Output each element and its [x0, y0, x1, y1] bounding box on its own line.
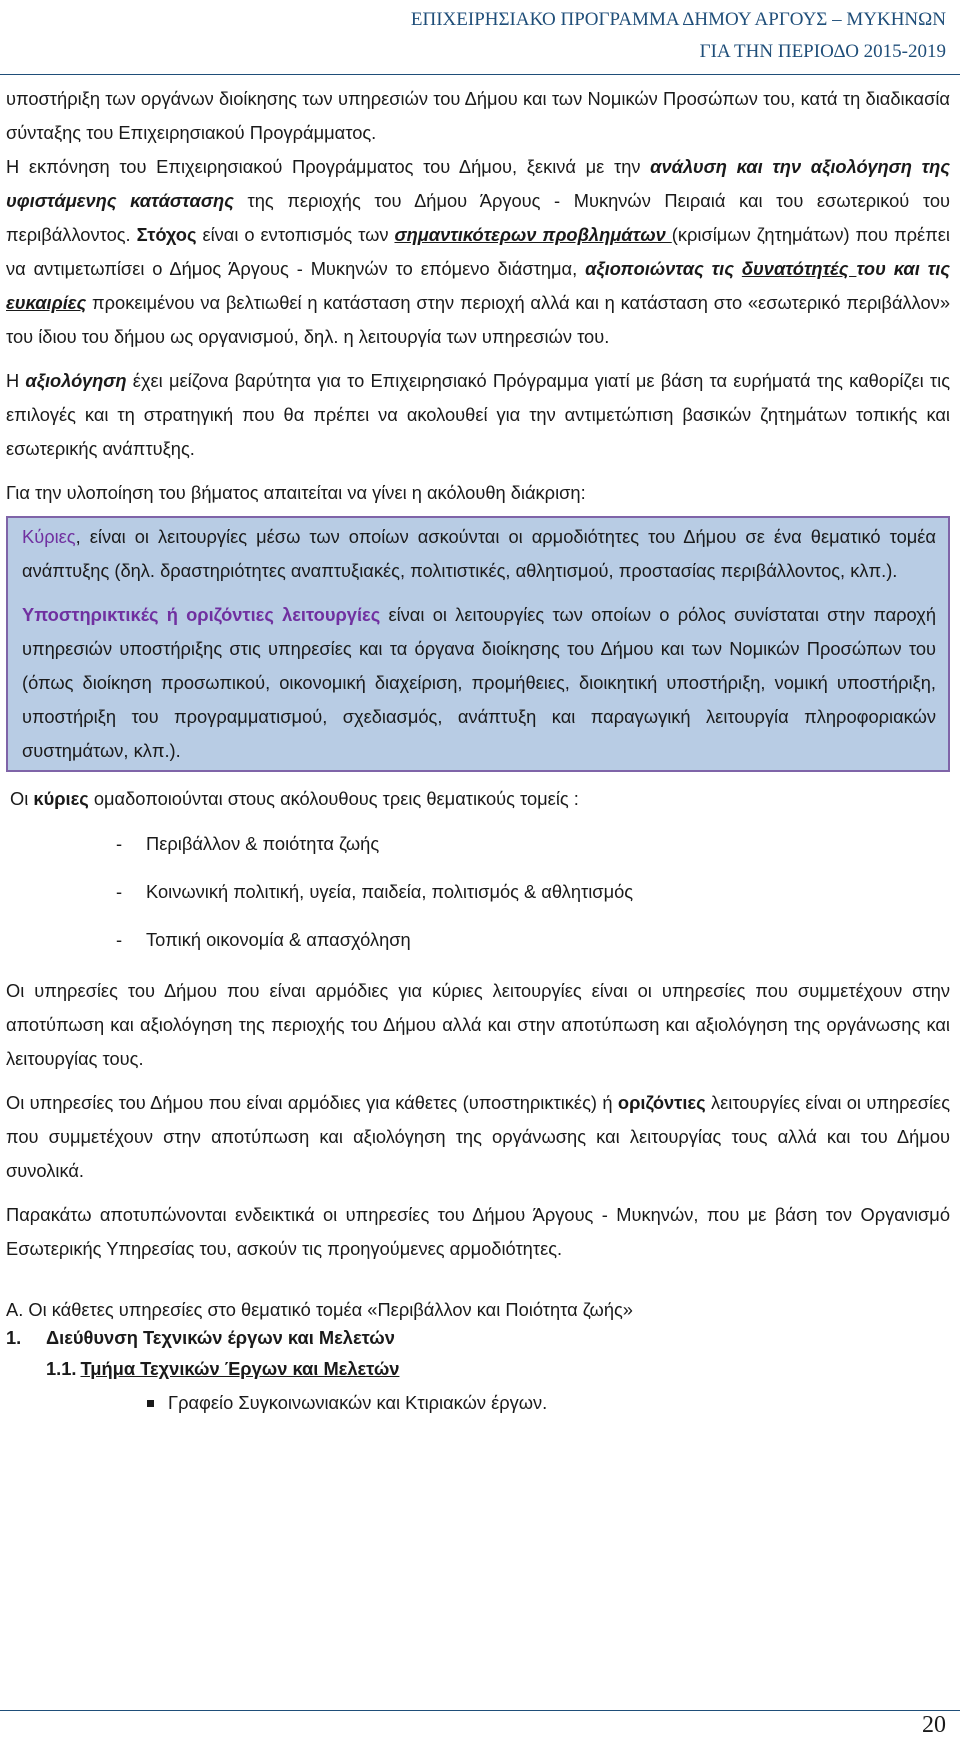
emphasis-goal: Στόχος [136, 224, 197, 245]
emphasis-analysis: ανάλυση και την αξιολόγηση της υφιστάμενης κατάστασης [6, 156, 950, 211]
bullet-label: Γραφείο Συγκοινωνιακών και Κτιριακών έργων. [168, 1392, 548, 1413]
text: είναι ο εντοπισμός των [196, 224, 395, 245]
emphasis-opportunities: ευκαιρίες [6, 292, 87, 313]
paragraph-3 [6, 364, 950, 466]
emphasis-main: κύριες [33, 788, 89, 809]
item-number: 1. [6, 1327, 22, 1348]
dash-marker: - [116, 929, 123, 950]
text: ομαδοποιούνται στους ακόλουθους τρεις θεματικούς τομείς : [88, 788, 579, 809]
text: είναι οι λειτουργίες των οποίων ο ρόλος συνίσταται στην παροχή υπηρεσιών υποστήριξης στις υπηρεσίες και τα όργανα διοίκησης του Δήμου και των Νομικών Προσώπων του (όπως διοίκηση προσωπικού, οικονομική διαχείριση, προμήθειες, διοικητική υποστήριξη, νομική υποστήριξη, υποστήριξη του προγραμματισμού, σχεδιασμός, ανάπτυξη και παραγωγική λειτουργία πληροφοριακών συστημάτων, κλπ.). [22, 604, 936, 761]
text: (κρισίμων ζητημάτων) που πρέπει να αντιμετωπίσει ο Δήμος Άργους - Μυκηνών το επόμενο διάστημα, [6, 224, 950, 279]
definition-support [22, 598, 936, 768]
sector-label: Τοπική οικονομία & απασχόληση [146, 929, 411, 950]
term-main: Κύριες [22, 526, 76, 547]
paragraph-4: Για την υλοποίηση του βήματος απαιτείται να γίνει η ακόλουθη διάκριση: [6, 482, 586, 503]
header-period: ΓΙΑ ΤΗΝ ΠΕΡΙΟΔΟ 2015-2019 [699, 41, 946, 62]
text: , είναι οι λειτουργίες μέσω των οποίων ασκούνται οι αρμοδιότητες του Δήμου σε ένα θεματικό τομέα ανάπτυξης (δηλ. δραστηριότητες αναπτυξιακές, πολιτιστικές, αθλητισμού, προστασίας περιβάλλοντος, κλπ.). [22, 526, 936, 581]
paragraph-7 [6, 1086, 950, 1188]
emphasis-evaluation: αξιολόγηση [25, 370, 127, 391]
emphasis-capabilities: δυνατότητές [741, 258, 857, 279]
section-a-heading: Α. Οι κάθετες υπηρεσίες στο θεματικό τομέα «Περιβάλλον και Ποιότητα ζωής» [6, 1299, 633, 1320]
footer-divider [0, 1710, 960, 1711]
emphasis-and: του και τις [856, 258, 951, 279]
list-item [6, 820, 950, 868]
sector-label: Κοινωνική πολιτική, υγεία, παιδεία, πολιτισμός & αθλητισμός [146, 881, 634, 902]
list-item [6, 868, 950, 916]
sector-label: Περιβάλλον & ποιότητα ζωής [146, 833, 380, 854]
item-1 [6, 1324, 950, 1352]
paragraph-5 [6, 782, 950, 816]
sector-list [6, 820, 950, 964]
paragraph-6: Οι υπηρεσίες του Δήμου που είναι αρμόδιες για κύριες λειτουργίες είναι οι υπηρεσίες που συμμετέχουν στην αποτύπωση και αξιολόγηση της περιοχής του Δήμου αλλά και στην αποτύπωση και αξιολόγηση της οργάνωσης και λειτουργίας τους. [6, 980, 950, 1069]
text: Οι υπηρεσίες του Δήμου που είναι αρμόδιες για κάθετες (υποστηρικτικές) ή [6, 1092, 618, 1113]
item-label: Τμήμα Τεχνικών Έργων και Μελετών [80, 1358, 400, 1379]
running-header [411, 4, 946, 68]
emphasis-utilizing: αξιοποιώντας τις [585, 258, 742, 279]
item-number: 1.1. [46, 1358, 77, 1379]
term-support: Υποστηρικτικές ή οριζόντιες λειτουργίες [22, 604, 381, 625]
header-divider [0, 74, 960, 75]
bullet-item [6, 1386, 950, 1420]
text: λειτουργίες είναι οι υπηρεσίες που συμμετέχουν στην αποτύπωση και αξιολόγηση της οργάνωσης και λειτουργίας τους αλλά και του Δήμου συνολικά. [6, 1092, 951, 1181]
page-number: 20 [922, 1712, 946, 1738]
paragraph-1: υποστήριξη των οργάνων διοίκησης των υπηρεσιών του Δήμου και των Νομικών Προσώπων του, κατά τη διαδικασία σύνταξης του Επιχειρησιακού Προγράμματος. [6, 88, 950, 143]
dash-marker: - [116, 881, 123, 902]
emphasis-problems: σημαντικότερων προβλημάτων [394, 224, 672, 245]
list-item [6, 916, 950, 964]
text: Η εκπόνηση του Επιχειρησιακού Προγράμματος του Δήμου, ξεκινά με την [6, 156, 651, 177]
header-title: ΕΠΙΧΕΙΡΗΣΙΑΚΟ ΠΡΟΓΡΑΜΜΑ ΔΗΜΟΥ ΑΡΓΟΥΣ – ΜΥΚΗΝΩΝ [410, 9, 946, 30]
paragraph-8: Παρακάτω αποτυπώνονται ενδεικτικά οι υπηρεσίες του Δήμου Άργους - Μυκηνών, που με βάση τον Οργανισμό Εσωτερικής Υπηρεσίας του, ασκούν τις προηγούμενες αρμοδιότητες. [6, 1204, 950, 1259]
emphasis-horizontal: οριζόντιες [617, 1092, 706, 1113]
text: Η [6, 370, 26, 391]
page-body [6, 82, 950, 1420]
text: της περιοχής του Δήμου Άργους - Μυκηνών Πειραιά και του εσωτερικού του περιβάλλοντος. [6, 190, 950, 245]
text: προκειμένου να βελτιωθεί η κατάσταση στην περιοχή αλλά και η κατάσταση στο «εσωτερικό περιβάλλον» του ίδιου του δήμου ως οργανισμού, δηλ. η λειτουργία των υπηρεσιών του. [6, 292, 950, 347]
text: Οι [10, 788, 34, 809]
item-1-1 [6, 1352, 950, 1386]
definition-main [22, 520, 936, 588]
definitions-box [6, 516, 950, 772]
dash-marker: - [116, 833, 123, 854]
item-label: Διεύθυνση Τεχνικών έργων και Μελετών [46, 1327, 395, 1348]
square-bullet-icon [147, 1400, 154, 1407]
text: έχει μείζονα βαρύτητα για το Επιχειρησιακό Πρόγραμμα γιατί με βάση τα ευρήματά της καθορίζει τις επιλογές και τη στρατηγική που θα πρέπει να ακολουθεί για την αντιμετώπιση βασικών ζητημάτων τοπικής και εσωτερικής ανάπτυξης. [6, 370, 951, 459]
paragraph-2 [6, 150, 950, 354]
